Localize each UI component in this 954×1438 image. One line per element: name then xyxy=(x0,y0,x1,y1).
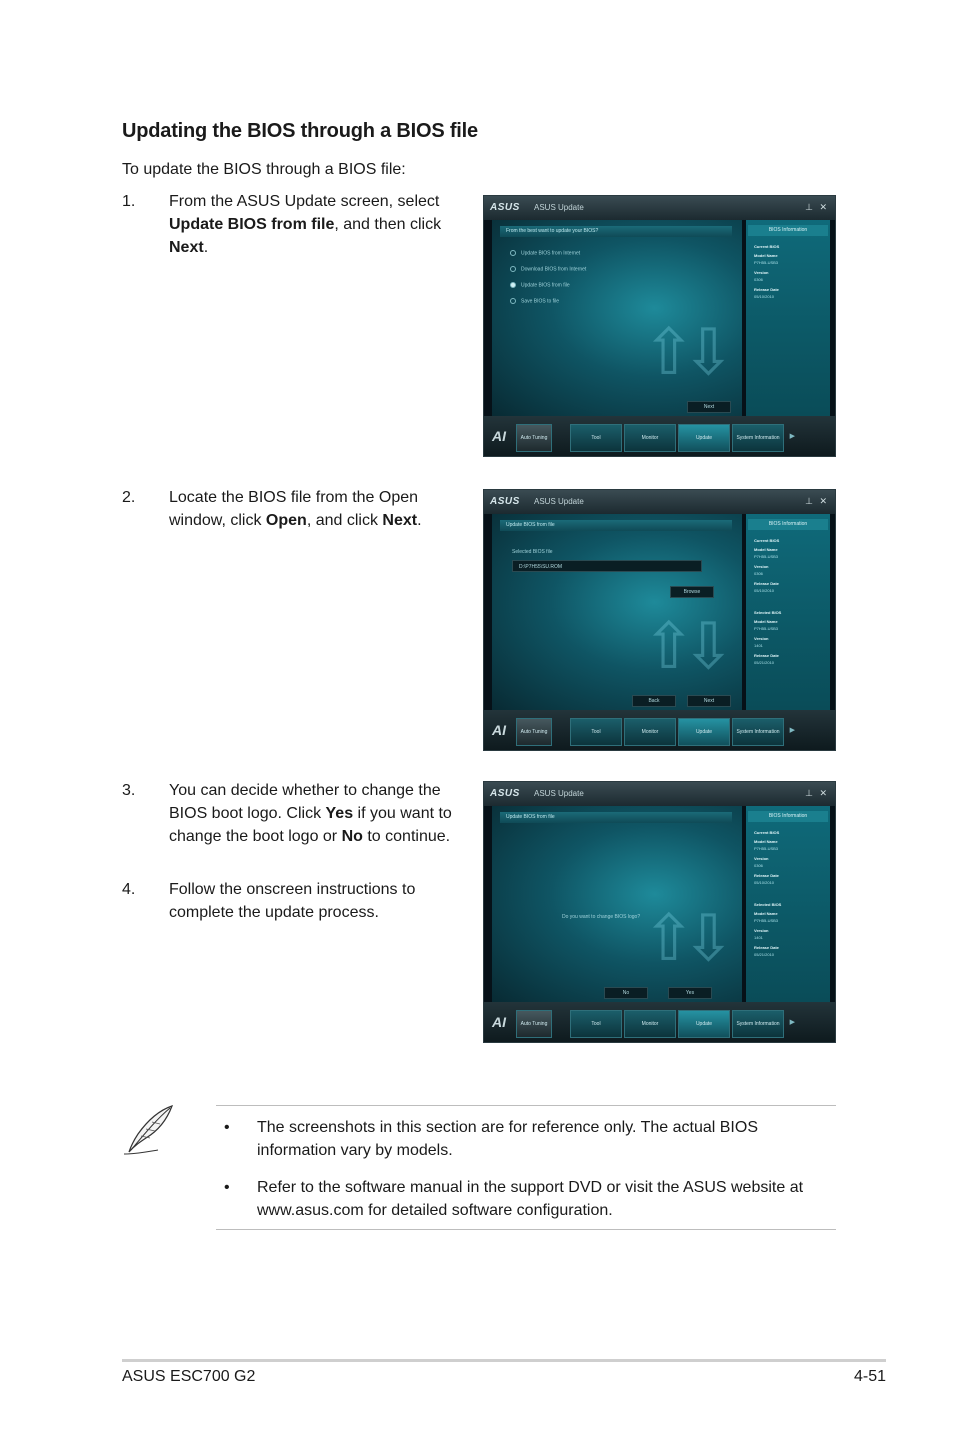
close-icon[interactable]: ✕ xyxy=(819,788,827,798)
info-label: Model Name xyxy=(754,619,778,624)
main-pane xyxy=(492,220,742,416)
info-label: Version xyxy=(754,928,769,933)
info-label: Model Name xyxy=(754,911,778,916)
bios-info-panel xyxy=(746,514,830,710)
info-label: Current BIOS xyxy=(754,538,780,543)
note-item xyxy=(216,1176,836,1222)
radio-update-from-file[interactable]: Update BIOS from file xyxy=(510,282,570,288)
change-logo-question: Do you want to change BIOS logo? xyxy=(562,914,641,920)
radio-save-to-file[interactable]: Save BIOS to file xyxy=(510,298,559,304)
info-label: Release Date xyxy=(754,581,779,586)
footer-divider xyxy=(122,1359,886,1362)
minimize-icon[interactable]: ⊥ xyxy=(805,202,813,212)
tab-monitor[interactable]: Monitor xyxy=(624,718,676,746)
note-box xyxy=(216,1105,836,1230)
radio-update-from-internet[interactable]: Update BIOS from Internet xyxy=(510,250,580,256)
step-3 xyxy=(122,779,462,848)
bullet: • xyxy=(224,1179,230,1196)
info-value: 05/10/2010 xyxy=(754,294,775,299)
chevron-right-icon[interactable]: ▶ xyxy=(789,433,795,440)
feather-pen-icon xyxy=(122,1102,178,1158)
window-title: ASUS Update xyxy=(534,789,584,798)
info-value: P7H55-USB3 xyxy=(754,626,779,631)
info-value: 0306 xyxy=(754,863,763,868)
browse-button[interactable]: Browse xyxy=(670,586,714,598)
footer-page-number: 4-51 xyxy=(853,1368,886,1385)
info-label: Model Name xyxy=(754,547,778,552)
tab-tool[interactable]: Tool xyxy=(570,1010,622,1038)
section-heading: Updating the BIOS through a BIOS file xyxy=(122,120,478,142)
pane-header: Update BIOS from file xyxy=(500,520,732,531)
footer-product-name: ASUS ESC700 G2 xyxy=(122,1368,256,1385)
step-text: From the ASUS Update screen, select Update BIOS from file, and then click Next. xyxy=(169,193,442,256)
info-value: P7H55-USB3 xyxy=(754,918,779,923)
main-pane xyxy=(492,514,742,710)
step-2 xyxy=(122,486,462,532)
bios-info-header: BIOS Information xyxy=(748,811,828,822)
info-label: Release Date xyxy=(754,287,779,292)
bios-info-panel xyxy=(746,806,830,1002)
bottom-nav-bar xyxy=(484,1002,835,1042)
note-text: The screenshots in this section are for reference only. The actual BIOS information vary by models. xyxy=(257,1119,758,1159)
info-label: Version xyxy=(754,564,769,569)
ai-suite-logo: AI xyxy=(492,1014,506,1030)
update-arrows-icon: ⇧⇩ xyxy=(642,610,722,682)
info-value: P7H55-USB3 xyxy=(754,846,779,851)
asus-logo: ASUS xyxy=(490,496,520,507)
main-pane xyxy=(492,806,742,1002)
info-value: 05/21/2010 xyxy=(754,660,775,665)
info-label: Model Name xyxy=(754,839,778,844)
asus-logo: ASUS xyxy=(490,202,520,213)
note-text: Refer to the software manual in the support DVD or visit the ASUS website at www.asus.com for detailed software configuration. xyxy=(257,1179,804,1219)
window-titlebar xyxy=(484,782,835,806)
no-button[interactable]: No xyxy=(604,987,648,999)
info-label: Version xyxy=(754,636,769,641)
step-4 xyxy=(122,878,462,924)
asus-update-screenshot-1 xyxy=(483,195,836,457)
yes-button[interactable]: Yes xyxy=(668,987,712,999)
tab-monitor[interactable]: Monitor xyxy=(624,1010,676,1038)
info-value: P7H55-USB3 xyxy=(754,260,779,265)
chevron-right-icon[interactable]: ▶ xyxy=(789,727,795,734)
chevron-right-icon[interactable]: ▶ xyxy=(789,1019,795,1026)
radio-icon xyxy=(510,266,516,272)
info-label: Release Date xyxy=(754,873,779,878)
bullet: • xyxy=(224,1119,230,1136)
step-1 xyxy=(122,190,462,259)
radio-icon xyxy=(510,298,516,304)
tab-system-information[interactable]: System Information xyxy=(732,718,784,746)
bios-info-header: BIOS Information xyxy=(748,519,828,530)
step-text: Locate the BIOS file from the Open window, click Open, and click Next. xyxy=(169,489,422,529)
next-button[interactable]: Next xyxy=(687,401,731,413)
radio-selected-icon xyxy=(510,282,516,288)
close-icon[interactable]: ✕ xyxy=(819,496,827,506)
info-label: Version xyxy=(754,270,769,275)
info-label: Current BIOS xyxy=(754,244,780,249)
minimize-icon[interactable]: ⊥ xyxy=(805,496,813,506)
step-number: 4. xyxy=(122,881,136,898)
info-value: 0306 xyxy=(754,277,763,282)
bottom-nav-bar xyxy=(484,710,835,750)
radio-icon xyxy=(510,250,516,256)
tab-system-information[interactable]: System Information xyxy=(732,424,784,452)
minimize-icon[interactable]: ⊥ xyxy=(805,788,813,798)
tab-update[interactable]: Update xyxy=(678,1010,730,1038)
asus-logo: ASUS xyxy=(490,788,520,799)
tab-auto-tuning[interactable]: Auto Tuning xyxy=(516,424,552,452)
bios-info-panel xyxy=(746,220,830,416)
info-label: Release Date xyxy=(754,945,779,950)
ai-suite-logo: AI xyxy=(492,428,506,444)
tab-tool[interactable]: Tool xyxy=(570,424,622,452)
tab-monitor[interactable]: Monitor xyxy=(624,424,676,452)
step-text: Follow the onscreen instructions to complete the update process. xyxy=(169,881,416,921)
tab-update[interactable]: Update xyxy=(678,424,730,452)
step-number: 3. xyxy=(122,782,136,799)
window-title: ASUS Update xyxy=(534,203,584,212)
pane-header: From the best want to update your BIOS? xyxy=(500,226,732,237)
info-label: Selected BIOS xyxy=(754,902,782,907)
info-value: 05/10/2010 xyxy=(754,880,775,885)
tab-tool[interactable]: Tool xyxy=(570,718,622,746)
close-icon[interactable]: ✕ xyxy=(819,202,827,212)
note-item xyxy=(216,1116,836,1162)
next-button[interactable]: Next xyxy=(687,695,731,707)
selected-bios-label: Selected BIOS file xyxy=(512,549,553,555)
tab-system-information[interactable]: System Information xyxy=(732,1010,784,1038)
pane-header: Update BIOS from file xyxy=(500,812,732,823)
bottom-nav-bar xyxy=(484,416,835,456)
window-titlebar xyxy=(484,490,835,514)
bios-info-header: BIOS Information xyxy=(748,225,828,236)
info-value: 05/21/2010 xyxy=(754,952,775,957)
step-text: You can decide whether to change the BIOS boot logo. Click Yes if you want to change the boot logo or No to continue. xyxy=(169,782,452,845)
bios-file-path-field[interactable]: D:\P7H55\SU.ROM xyxy=(512,560,702,572)
asus-update-screenshot-3 xyxy=(483,781,836,1043)
tab-auto-tuning[interactable]: Auto Tuning xyxy=(516,718,552,746)
info-value: 1401 xyxy=(754,643,763,648)
info-value: 05/10/2010 xyxy=(754,588,775,593)
window-titlebar xyxy=(484,196,835,220)
info-value: P7H55-USB3 xyxy=(754,554,779,559)
update-arrows-icon: ⇧⇩ xyxy=(642,316,722,388)
info-label: Current BIOS xyxy=(754,830,780,835)
window-title: ASUS Update xyxy=(534,497,584,506)
update-arrows-icon: ⇧⇩ xyxy=(642,902,722,974)
info-label: Model Name xyxy=(754,253,778,258)
ai-suite-logo: AI xyxy=(492,722,506,738)
info-label: Release Date xyxy=(754,653,779,658)
back-button[interactable]: Back xyxy=(632,695,676,707)
radio-download-from-internet[interactable]: Download BIOS from Internet xyxy=(510,266,586,272)
intro-text: To update the BIOS through a BIOS file: xyxy=(122,161,406,178)
info-label: Selected BIOS xyxy=(754,610,782,615)
tab-update[interactable]: Update xyxy=(678,718,730,746)
info-value: 1401 xyxy=(754,935,763,940)
step-number: 1. xyxy=(122,193,136,210)
step-number: 2. xyxy=(122,489,136,506)
info-value: 0306 xyxy=(754,571,763,576)
asus-update-screenshot-2 xyxy=(483,489,836,751)
tab-auto-tuning[interactable]: Auto Tuning xyxy=(516,1010,552,1038)
info-label: Version xyxy=(754,856,769,861)
